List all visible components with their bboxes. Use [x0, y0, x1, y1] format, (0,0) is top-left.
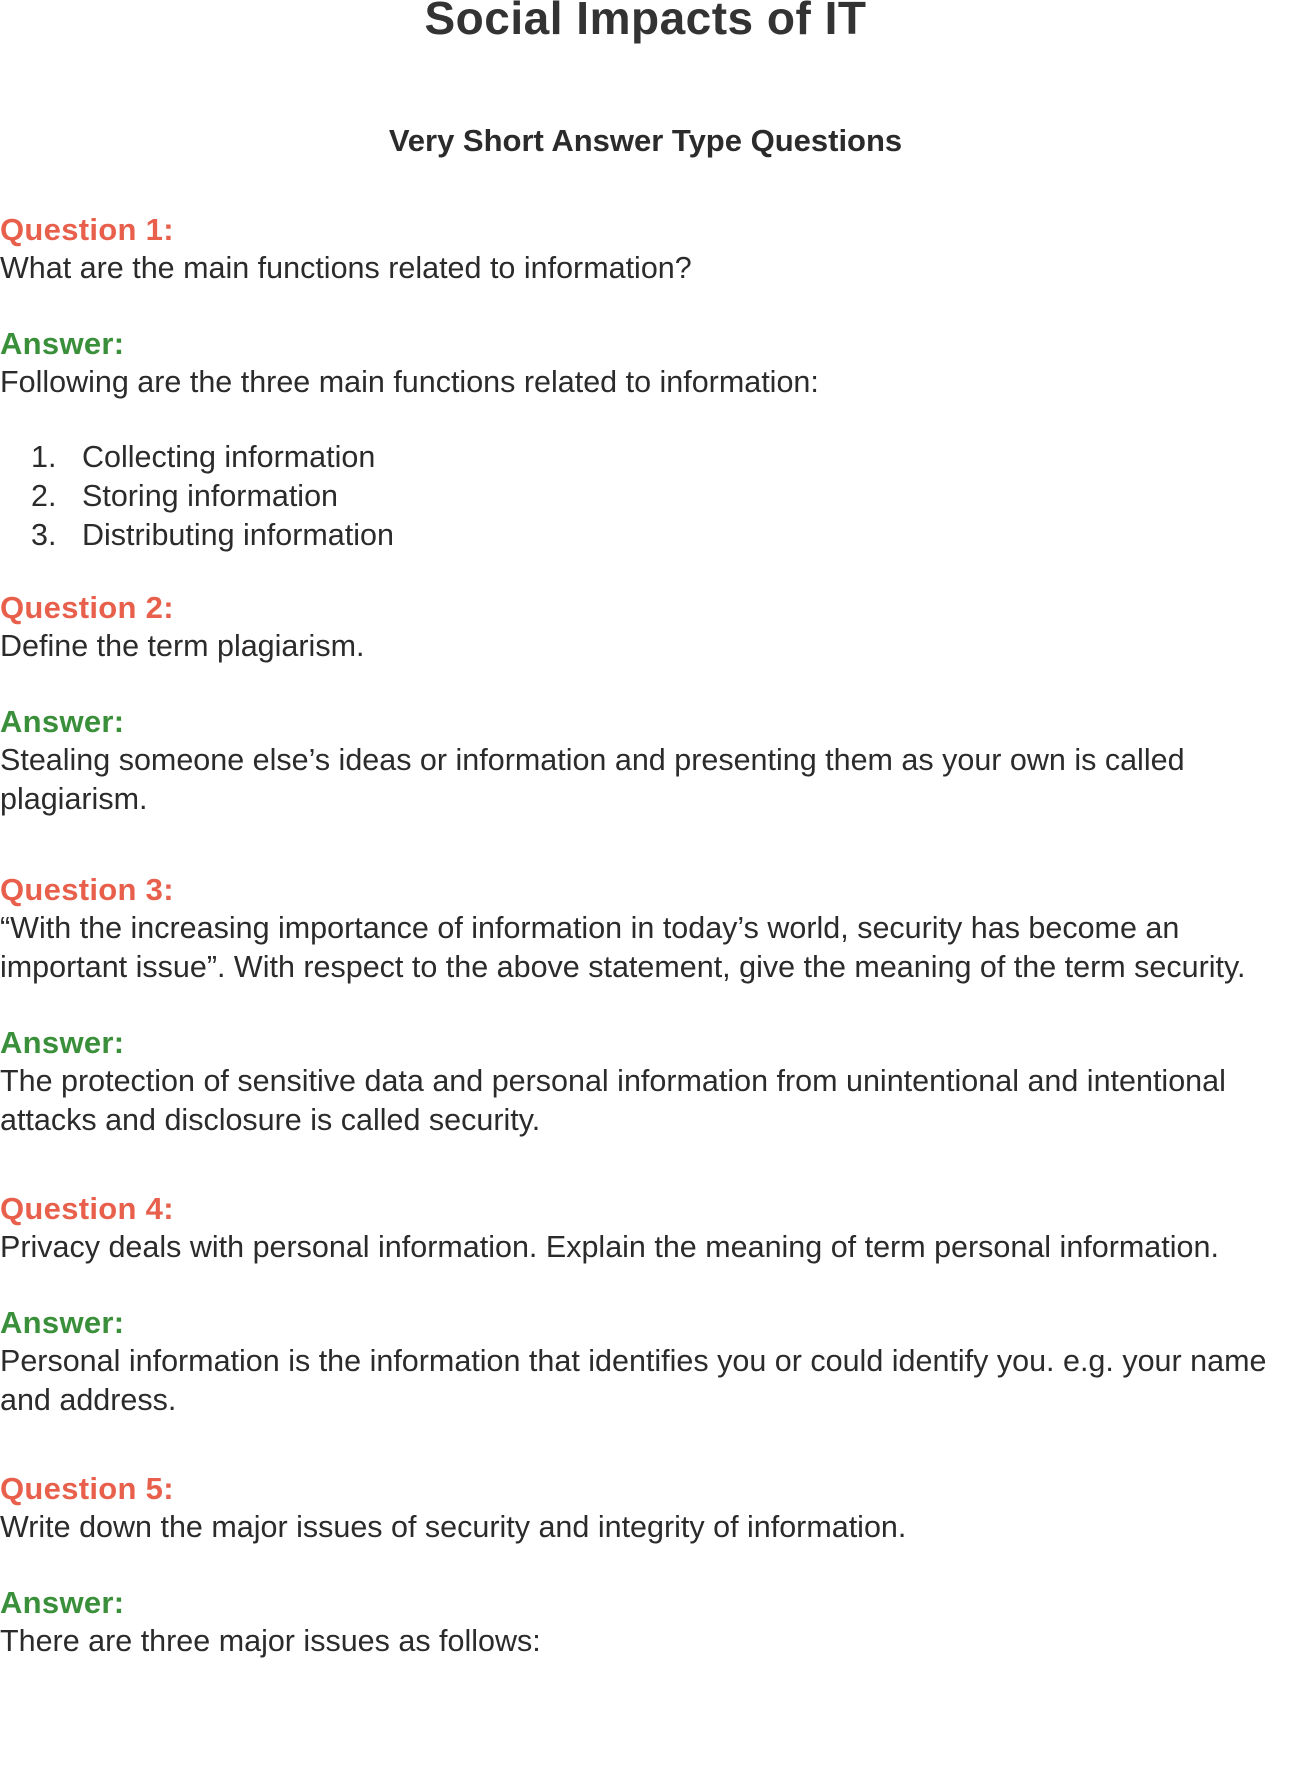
answer-text: Stealing someone else’s ideas or information and presenting them as your own is called plagiarism. — [0, 743, 1185, 816]
answer-label: Answer: — [0, 1585, 125, 1620]
answer-text: Personal information is the information that identifies you or could identify you. e.g. your name and address. — [0, 1344, 1267, 1417]
list-item-number: 1. — [31, 440, 57, 474]
question-label: Question 3: — [0, 872, 174, 907]
answer-label: Answer: — [0, 326, 125, 361]
qa-block-1 — [0, 211, 1291, 555]
answer-list — [0, 438, 1291, 555]
document-subtitle: Very Short Answer Type Questions — [388, 123, 903, 158]
list-item-text: Distributing information — [82, 518, 394, 552]
answer-text: There are three major issues as follows: — [0, 1624, 541, 1658]
qa-block-2 — [0, 589, 1291, 819]
question-text: Privacy deals with personal information. Explain the meaning of term personal information. — [0, 1230, 1219, 1264]
question-label: Question 5: — [0, 1471, 174, 1506]
document-title: Social Impacts of IT — [424, 0, 867, 44]
qa-block-5 — [0, 1470, 1291, 1661]
question-text: Write down the major issues of security and integrity of information. — [0, 1510, 907, 1544]
question-text: “With the increasing importance of information in today’s world, security has become an important issue”. With respect to the above statement, give the meaning of the term security. — [0, 911, 1246, 984]
list-item — [0, 516, 1291, 555]
qa-content — [0, 211, 1291, 1661]
list-item-number: 3. — [31, 518, 57, 552]
list-item — [0, 438, 1291, 477]
list-item-text: Collecting information — [82, 440, 376, 474]
answer-text: The protection of sensitive data and personal information from unintentional and intentional attacks and disclosure is called security. — [0, 1064, 1226, 1137]
list-item-number: 2. — [31, 479, 57, 513]
answer-label: Answer: — [0, 1025, 125, 1060]
question-label: Question 4: — [0, 1191, 174, 1226]
question-label: Question 1: — [0, 212, 174, 247]
question-text: Define the term plagiarism. — [0, 629, 365, 663]
list-item — [0, 477, 1291, 516]
list-item-text: Storing information — [82, 479, 338, 513]
question-text: What are the main functions related to information? — [0, 251, 692, 285]
question-label: Question 2: — [0, 590, 174, 625]
answer-text: Following are the three main functions related to information: — [0, 365, 819, 399]
answer-label: Answer: — [0, 1305, 125, 1340]
qa-block-3 — [0, 871, 1291, 1140]
qa-block-4 — [0, 1190, 1291, 1420]
answer-label: Answer: — [0, 704, 125, 739]
